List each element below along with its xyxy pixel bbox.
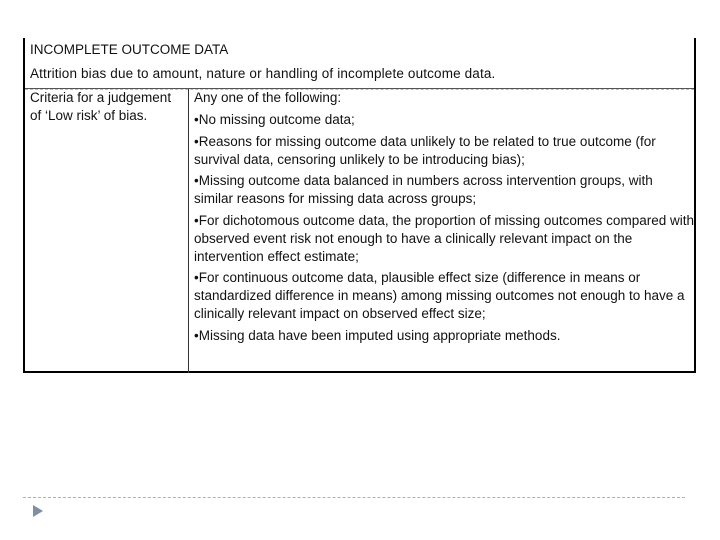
triangle-right-icon[interactable] [33,505,43,517]
table-subtitle: Attrition bias due to amount, nature or handling of incomplete outcome data. [30,66,496,81]
slide-footer-divider [23,497,685,498]
criteria-label: Criteria for a judgement of ‘Low risk’ of bias. [30,90,172,123]
criteria-bullet: •For continuous outcome data, plausible effect size (difference in means or standardized difference in means) among missing outcomes not enough to have a clinically relevant impact on observed effect size; [194,270,685,321]
criteria-bullet: •Missing outcome data balanced in numbers across intervention groups, with similar reasons for missing data across groups; [194,173,653,206]
criteria-content [194,89,694,348]
column-divider [188,89,189,373]
risk-of-bias-table [23,38,696,373]
criteria-bullet: •No missing outcome data; [194,112,355,127]
criteria-bullet: •Missing data have been imputed using appropriate methods. [194,327,561,343]
table-title: INCOMPLETE OUTCOME DATA [30,42,229,57]
criteria-intro: Any one of the following: [194,90,342,105]
criteria-bullet: •Reasons for missing outcome data unlikely to be related to true outcome (for survival data, censoring unlikely to be introducing bias); [194,133,656,167]
criteria-bullet: •For dichotomous outcome data, the proportion of missing outcomes compared with observed event risk not enough to have a clinically relevant impact on the intervention effect estimate; [194,212,694,264]
table-header-row [25,38,694,89]
